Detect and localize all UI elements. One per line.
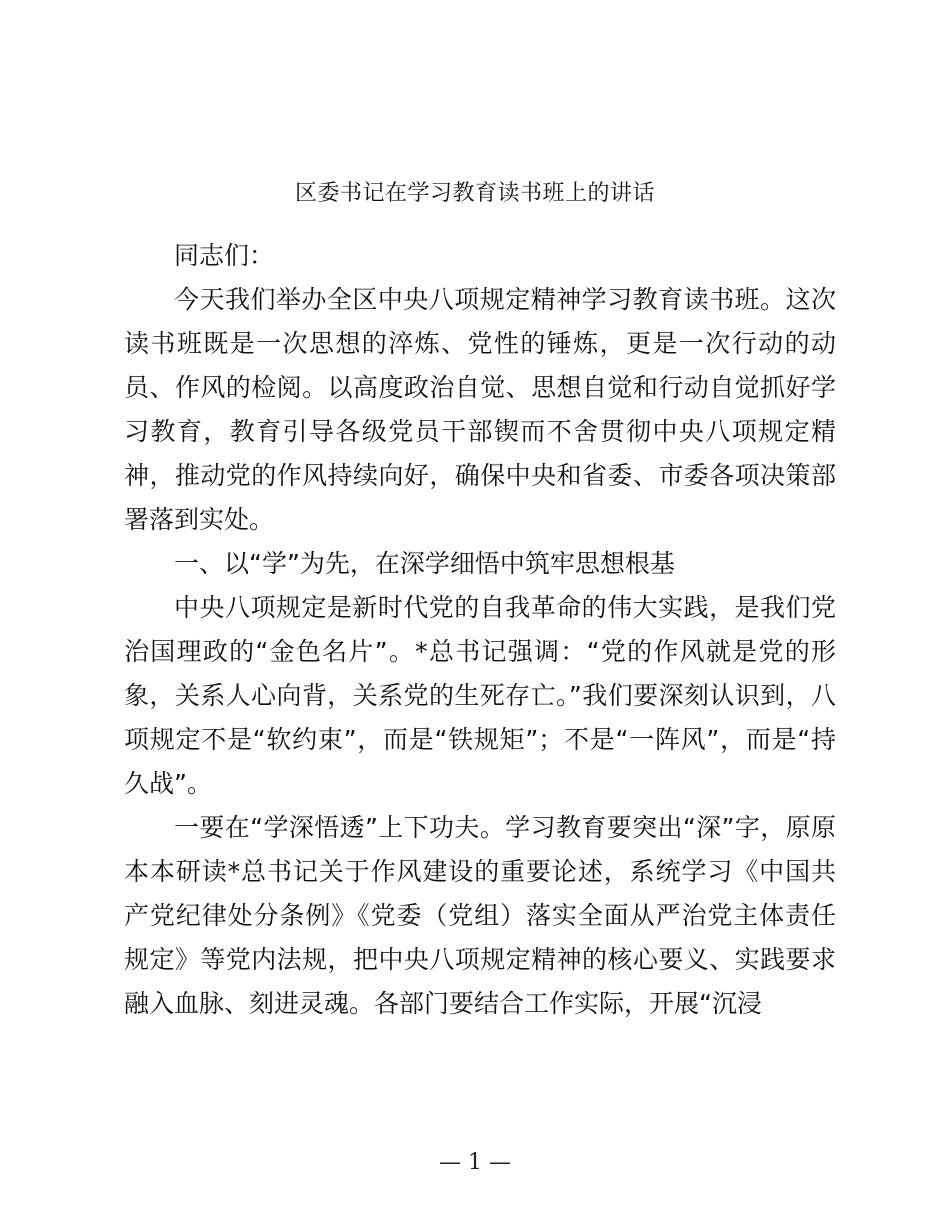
document-body [124, 234, 836, 1026]
body-paragraph: 一要在“学深悟透”上下功夫。学习教育要突出“深”字，原原本本研读*总书记关于作风建设的重要论述，系统学习《中国共产党纪律处分条例》《党委（党组）落实全面从严治党主体责任规定》等党内法规，把中央八项规定精神的核心要义、实践要求融入血脉、刻进灵魂。各部门要结合工作实际，开展“沉浸 [124, 813, 836, 1018]
intro-paragraph: 今天我们举办全区中央八项规定精神学习教育读书班。这次读书班既是一次思想的淬炼、党性的锤炼，更是一次行动的动员、作风的检阅。以高度政治自觉、思想自觉和行动自觉抓好学习教育，教育引导各级党员干部锲而不舍贯彻中央八项规定精神，推动党的作风持续向好，确保中央和省委、市委各项决策部署落到实处。 [124, 285, 836, 534]
body-paragraph: 中央八项规定是新时代党的自我革命的伟大实践，是我们党治国理政的“金色名片”。*总书记强调：“党的作风就是党的形象，关系人心向背，关系党的生死存亡。”我们要深刻认识到，八项规定不是“软约束”，而是“铁规矩”；不是“一阵风”，而是“持久战”。 [124, 593, 836, 798]
section-heading: 一、以“学”为先，在深学细悟中筑牢思想根基 [174, 549, 675, 578]
salutation-paragraph: 同志们： [174, 241, 275, 270]
page-number: — 1 — [439, 1150, 511, 1175]
document-title: 区委书记在学习教育读书班上的讲话 [294, 181, 655, 206]
